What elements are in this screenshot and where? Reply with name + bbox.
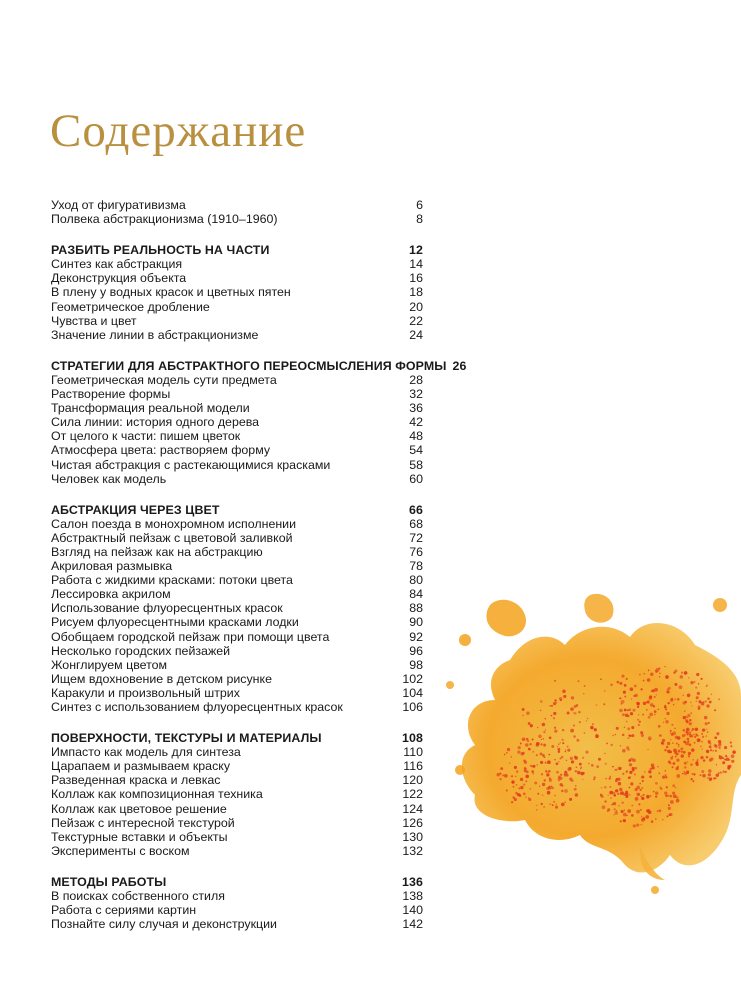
toc-page-number: 48	[409, 429, 423, 444]
toc-page-number: 104	[402, 685, 423, 700]
toc-entry	[51, 443, 423, 457]
toc-entry	[51, 373, 423, 387]
toc-entry	[51, 328, 423, 342]
toc-entry-title: Атмосфера цвета: растворяем форму	[51, 443, 271, 458]
toc-entry	[51, 601, 423, 615]
toc-entry	[51, 844, 423, 858]
paint-splash-illustration	[440, 575, 741, 885]
toc-entry-title: АБСТРАКЦИЯ ЧЕРЕЗ ЦВЕТ	[51, 502, 220, 517]
toc-entry	[51, 300, 423, 314]
toc-entry	[51, 759, 423, 773]
toc-entry-title: Чувства и цвет	[51, 313, 137, 328]
toc-page-number: 12	[409, 243, 423, 258]
toc-entry-title: Коллаж как композиционная техника	[51, 787, 263, 802]
toc-page-number: 96	[409, 643, 423, 658]
toc-page-number: 8	[416, 212, 423, 227]
toc-entry	[51, 644, 423, 658]
toc-page-number: 106	[402, 700, 423, 714]
toc-entry-title: Уход от фигуративизма	[51, 198, 186, 212]
toc-entry-title: Геометрическое дробление	[51, 299, 210, 314]
page-title: Содержание	[50, 105, 307, 157]
toc-page-number: 18	[409, 285, 423, 300]
toc-entry-title: Сила линии: история одного дерева	[51, 415, 260, 430]
toc-entry	[51, 517, 423, 531]
toc-entry	[51, 257, 423, 271]
toc-entry-title: СТРАТЕГИИ ДЛЯ АБСТРАКТНОГО ПЕРЕОСМЫСЛЕНИЯ ФОРМЫ	[51, 358, 447, 373]
toc-page-number: 78	[409, 559, 423, 574]
toc-entry-title: Трансформация реальной модели	[51, 401, 250, 416]
toc-entry	[51, 787, 423, 801]
toc-page-number: 60	[409, 471, 423, 486]
toc-section	[51, 875, 423, 931]
toc-entry	[51, 285, 423, 299]
toc-section-heading	[51, 731, 423, 745]
toc-page-number: 142	[402, 917, 423, 932]
toc-entry-title: Растворение формы	[51, 387, 171, 402]
toc-entry-title: Салон поезда в монохромном исполнении	[51, 516, 297, 531]
toc-page-number: 16	[409, 271, 423, 286]
toc-entry	[51, 198, 423, 212]
toc-page-number: 122	[402, 787, 423, 802]
toc-page-number: 130	[402, 829, 423, 844]
toc-entry-title: Работа с жидкими красками: потоки цвета	[51, 573, 293, 588]
toc-entry-title: В плену у водных красок и цветных пятен	[51, 285, 291, 300]
toc-page-number: 66	[409, 502, 423, 517]
toc-entry-title: Акриловая размывка	[51, 559, 173, 574]
toc-entry-title: В поисках собственного стиля	[51, 889, 225, 904]
toc-entry	[51, 745, 423, 759]
table-of-contents	[51, 198, 467, 948]
toc-entry	[51, 889, 423, 903]
toc-page-number: 54	[409, 443, 423, 458]
toc-section-heading	[51, 503, 423, 517]
toc-entry	[51, 401, 423, 415]
toc-entry-title: Лессировка акрилом	[51, 587, 171, 602]
toc-page-number: 76	[409, 544, 423, 559]
toc-page-number: 22	[409, 313, 423, 328]
toc-page-number: 108	[402, 731, 423, 746]
toc-entry-title: Несколько городских пейзажей	[51, 643, 231, 658]
toc-section-heading	[51, 875, 423, 889]
toc-entry	[51, 917, 423, 931]
toc-section	[51, 198, 423, 226]
toc-entry-title: Коллаж как цветовое решение	[51, 801, 227, 816]
toc-entry	[51, 212, 423, 226]
toc-entry-title: Познайте силу случая и деконструкции	[51, 917, 277, 932]
toc-entry-title: Значение линии в абстракционизме	[51, 327, 259, 342]
toc-page-number: 68	[409, 516, 423, 531]
toc-entry	[51, 314, 423, 328]
toc-entry	[51, 802, 423, 816]
toc-entry-title: Разведенная краска и левкас	[51, 773, 221, 788]
toc-entry-title: Жонглируем цветом	[51, 657, 168, 672]
toc-entry-title: МЕТОДЫ РАБОТЫ	[51, 874, 167, 889]
toc-entry-title: Обобщаем городской пейзаж при помощи цвета	[51, 629, 330, 644]
toc-page-number: 138	[402, 889, 423, 904]
toc-entry	[51, 573, 423, 587]
toc-entry-title: Абстрактный пейзаж с цветовой заливкой	[51, 530, 293, 545]
toc-entry-title: Чистая абстракция с растекающимися красками	[51, 457, 331, 472]
toc-page-number: 84	[409, 587, 423, 602]
toc-page-number: 132	[402, 843, 423, 858]
toc-entry-title: Полвека абстракционизма (1910–1960)	[51, 212, 278, 227]
splash-blob	[462, 623, 741, 872]
toc-entry-title: Царапаем и размываем краску	[51, 759, 231, 774]
toc-entry-title: Работа с сериями картин	[51, 903, 197, 918]
toc-page-number: 80	[409, 573, 423, 588]
toc-page-number: 116	[403, 759, 423, 774]
toc-entry-title: От целого к части: пишем цветок	[51, 429, 241, 444]
toc-entry	[51, 830, 423, 844]
toc-entry	[51, 686, 423, 700]
toc-page-number: 20	[409, 299, 423, 314]
toc-entry	[51, 387, 423, 401]
toc-page-number: 92	[409, 629, 423, 644]
toc-section-heading	[51, 243, 423, 257]
toc-page-number: 32	[409, 387, 423, 402]
toc-page-number: 126	[402, 815, 423, 830]
toc-entry	[51, 816, 423, 830]
toc-page-number: 26	[452, 358, 467, 373]
toc-section	[51, 731, 423, 858]
toc-entry-title: Деконструкция объекта	[51, 271, 187, 286]
toc-entry-title: Синтез как абстракция	[51, 257, 183, 272]
toc-page-number: 120	[402, 773, 423, 788]
toc-section	[51, 503, 423, 714]
toc-page-number: 102	[402, 671, 423, 686]
toc-entry	[51, 672, 423, 686]
toc-page-number: 72	[409, 530, 423, 545]
toc-entry-title: Рисуем флуоресцентными красками лодки	[51, 615, 299, 630]
toc-page-number: 98	[409, 657, 423, 672]
toc-page-number: 136	[402, 874, 423, 889]
toc-entry	[51, 545, 423, 559]
toc-entry-title: Человек как модель	[51, 471, 167, 486]
toc-entry	[51, 429, 423, 443]
toc-entry-title: Текстурные вставки и объекты	[51, 829, 228, 844]
toc-entry-title: Каракули и произвольный штрих	[51, 685, 240, 700]
toc-section	[51, 243, 423, 342]
toc-entry-title: Эксперименты с воском	[51, 843, 190, 858]
toc-entry	[51, 531, 423, 545]
toc-entry-title: ПОВЕРХНОСТИ, ТЕКСТУРЫ И МАТЕРИАЛЫ	[51, 731, 322, 746]
toc-section-heading	[51, 358, 467, 373]
toc-entry	[51, 903, 423, 917]
toc-page-number: 88	[409, 601, 423, 616]
toc-page-number: 110	[403, 745, 423, 760]
toc-page-number: 140	[402, 903, 423, 918]
toc-entry-title: Использование флуоресцентных красок	[51, 601, 283, 616]
toc-page-number: 24	[409, 327, 423, 342]
toc-page-number: 90	[409, 615, 423, 630]
toc-page-number: 28	[409, 372, 423, 387]
toc-entry-title: РАЗБИТЬ РЕАЛЬНОСТЬ НА ЧАСТИ	[51, 243, 270, 258]
toc-entry	[51, 630, 423, 644]
toc-entry	[51, 700, 423, 714]
toc-entry	[51, 615, 423, 629]
toc-section	[51, 358, 467, 486]
toc-entry	[51, 658, 423, 672]
toc-entry-title: Ищем вдохновение в детском рисунке	[51, 671, 272, 686]
toc-entry-title: Импасто как модель для синтеза	[51, 745, 241, 760]
toc-entry-title: Пейзаж с интересной текстурой	[51, 815, 235, 830]
toc-entry	[51, 458, 423, 472]
toc-entry	[51, 587, 423, 601]
toc-entry	[51, 559, 423, 573]
toc-entry-title: Синтез с использованием флуоресцентных красок	[51, 700, 343, 714]
toc-entry	[51, 271, 423, 285]
toc-entry-title: Геометрическая модель сути предмета	[51, 372, 277, 387]
toc-page-number: 42	[409, 415, 423, 430]
toc-page-number: 124	[402, 801, 423, 816]
toc-page-number: 36	[409, 401, 423, 416]
toc-page-number: 14	[409, 257, 423, 272]
toc-entry	[51, 472, 423, 486]
toc-entry-title: Взгляд на пейзаж как на абстракцию	[51, 544, 263, 559]
toc-entry	[51, 773, 423, 787]
toc-entry	[51, 415, 423, 429]
toc-page-number: 58	[409, 457, 423, 472]
toc-page-number: 6	[416, 198, 423, 212]
